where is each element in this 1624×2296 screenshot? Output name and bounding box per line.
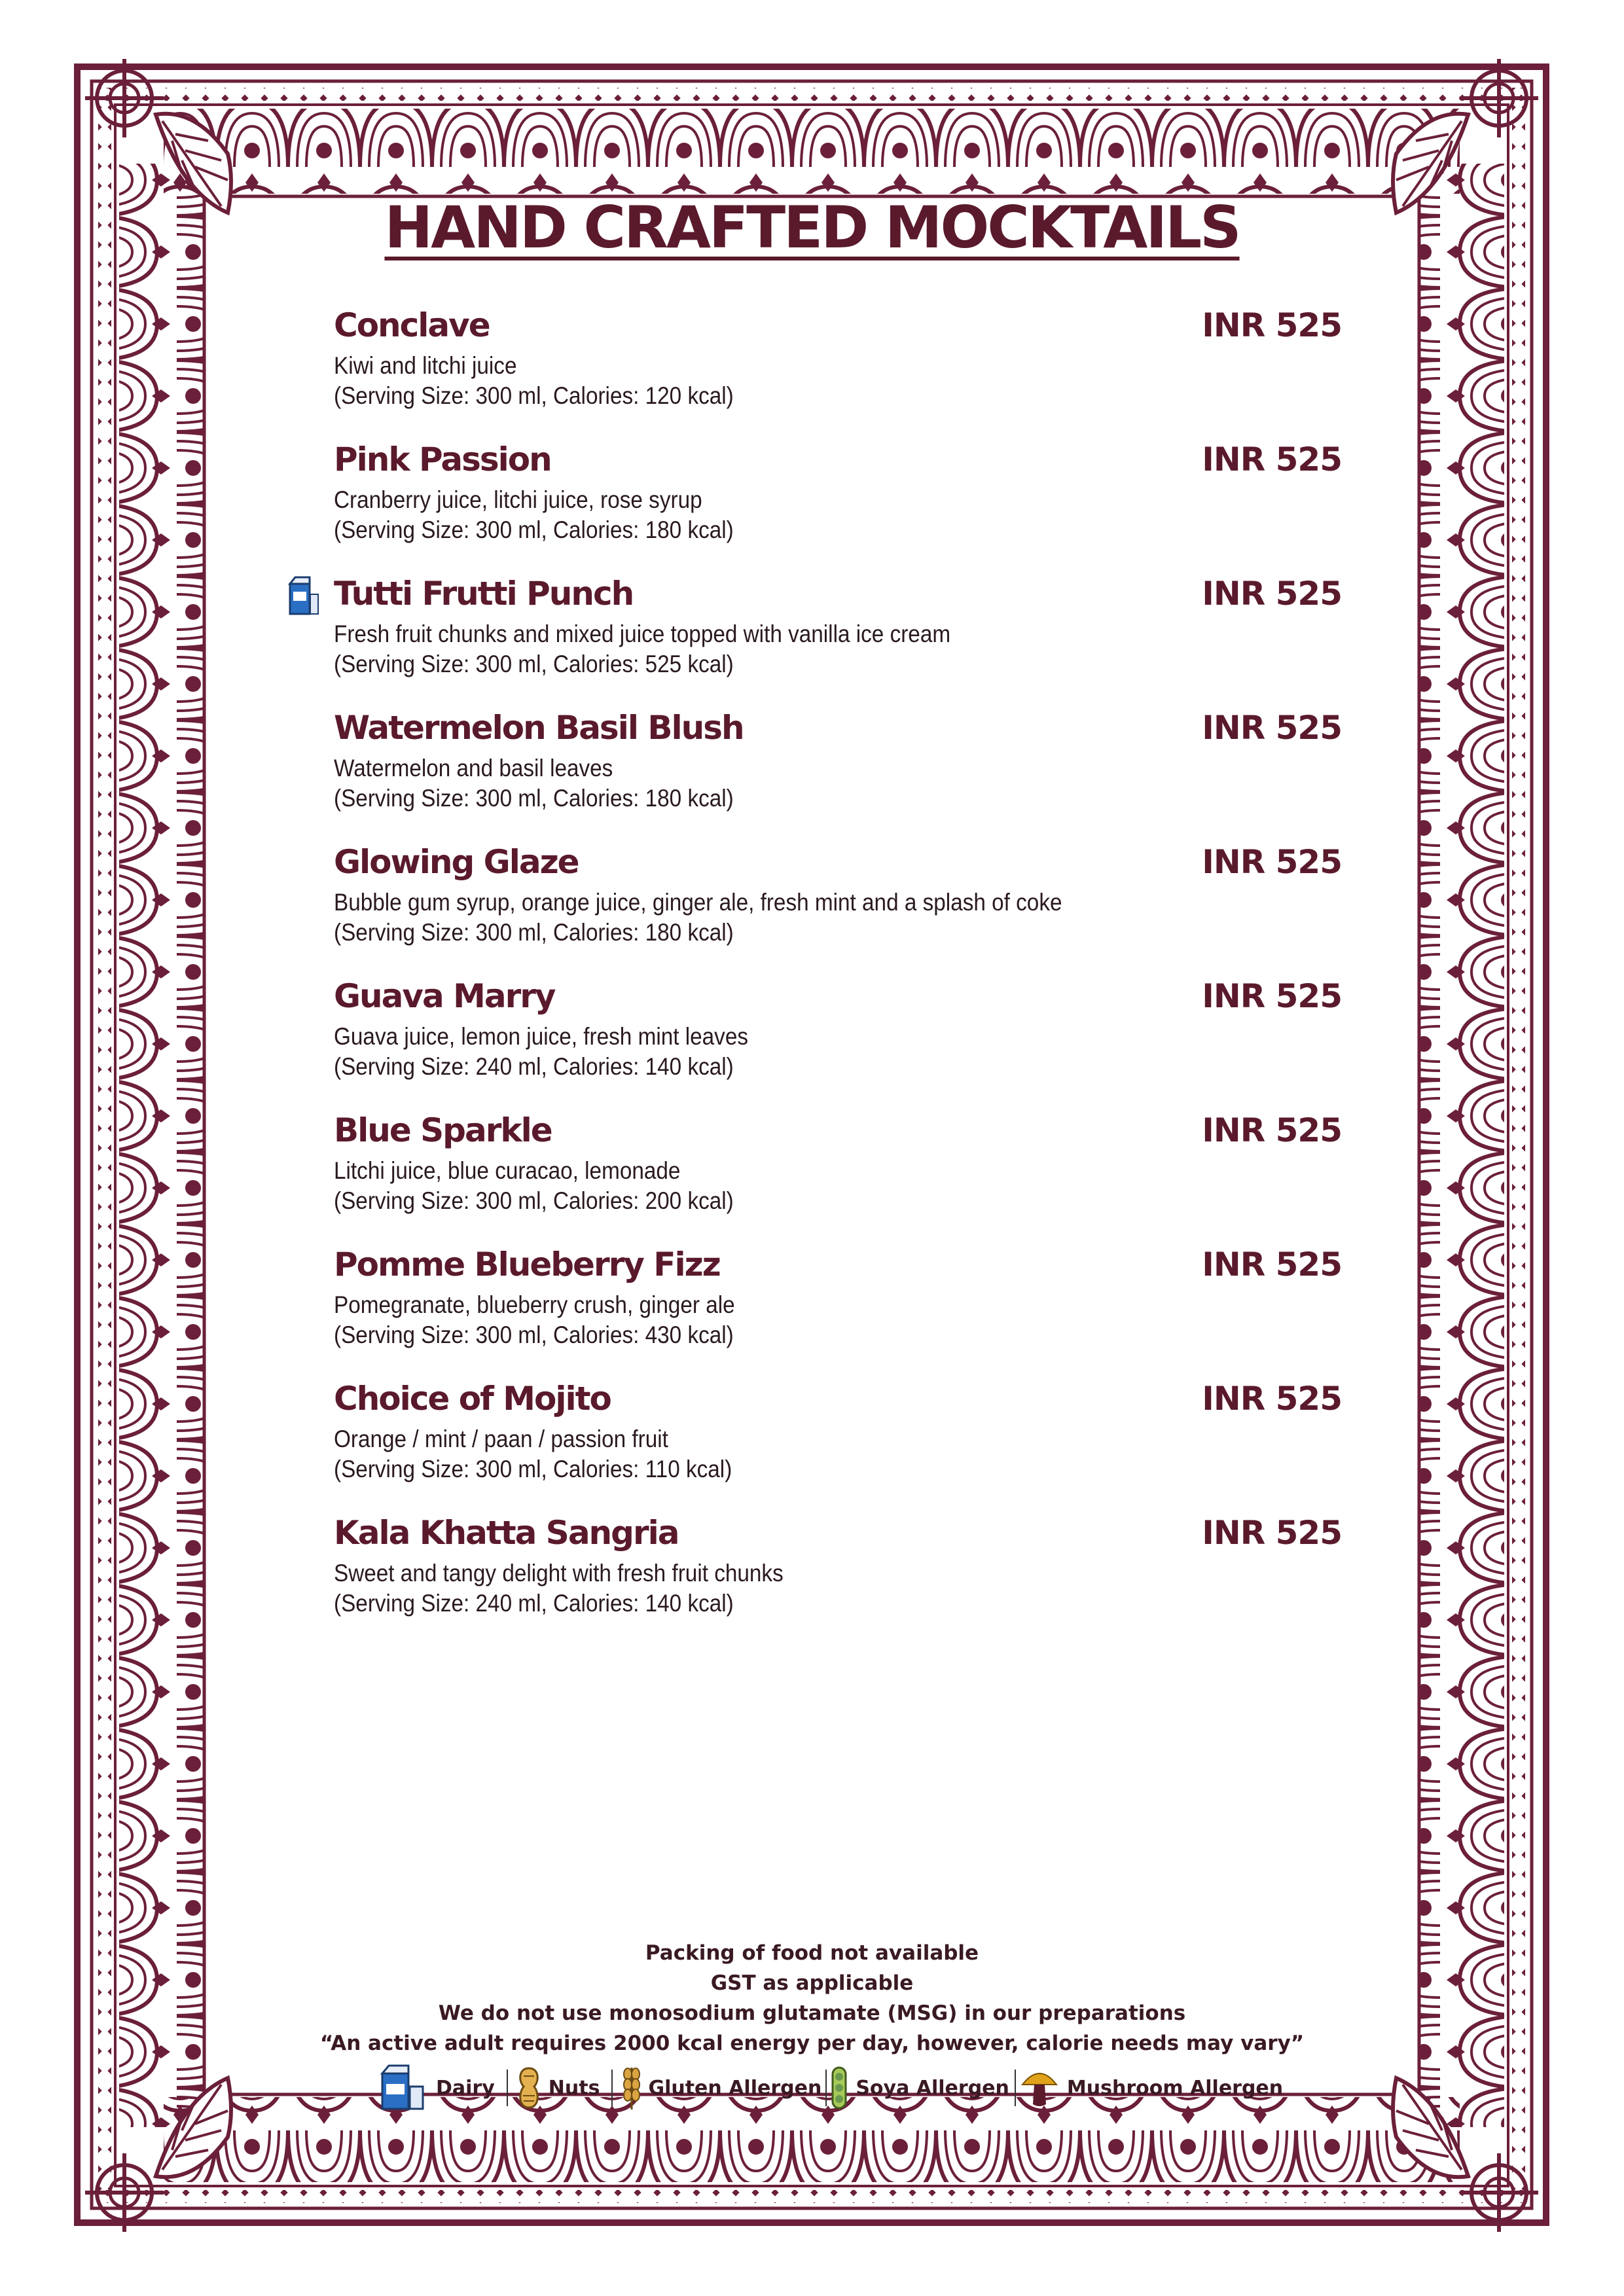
page-title: HAND CRAFTED MOCKTAILS [384, 194, 1240, 261]
item-description: Sweet and tangy delight with fresh fruit chunks [334, 1560, 784, 1587]
legend-label: Mushroom Allergen [1066, 2076, 1284, 2100]
msg-note: We do not use monosodium glutamate (MSG) in our preparations [438, 2001, 1186, 2025]
menu-item [334, 575, 1342, 709]
item-serving: (Serving Size: 300 ml, Calories: 525 kcal) [334, 651, 734, 677]
item-name: Glowing Glaze [334, 843, 579, 881]
item-name: Pink Passion [334, 440, 551, 478]
item-price: INR 525 [1202, 575, 1342, 613]
item-description: Pomegranate, blueberry crush, ginger ale [334, 1291, 735, 1318]
legend-label: Nuts [548, 2076, 600, 2100]
item-name: Guava Marry [334, 977, 555, 1015]
menu-item [334, 1111, 1342, 1246]
item-price: INR 525 [1202, 1380, 1342, 1418]
item-name: Tutti Frutti Punch [334, 575, 634, 613]
calorie-note: “An active adult requires 2000 kcal energy per day, however, calorie needs may vary” [319, 2032, 1305, 2055]
item-serving: (Serving Size: 300 ml, Calories: 180 kcal) [334, 785, 734, 812]
item-name: Conclave [334, 306, 490, 344]
item-description: Litchi juice, blue curacao, lemonade [334, 1157, 681, 1184]
item-price: INR 525 [1202, 1111, 1342, 1149]
menu-item [334, 709, 1342, 843]
item-name: Pomme Blueberry Fizz [334, 1246, 720, 1283]
legend-dairy [380, 2064, 495, 2111]
item-description: Bubble gum syrup, orange juice, ginger ale, fresh mint and a splash of coke [334, 889, 1062, 916]
item-description: Orange / mint / paan / passion fruit [334, 1426, 668, 1452]
dairy-icon [380, 2064, 425, 2111]
menu-item [334, 977, 1342, 1111]
legend-label: Soya Allergen [856, 2076, 1009, 2100]
item-serving: (Serving Size: 300 ml, Calories: 180 kcal) [334, 919, 734, 946]
allergen-legend [380, 2062, 1283, 2114]
item-name: Watermelon Basil Blush [334, 709, 744, 747]
item-description: Fresh fruit chunks and mixed juice topped with vanilla ice cream [334, 620, 951, 647]
item-name: Blue Sparkle [334, 1111, 552, 1149]
legend-label: Gluten Allergen [648, 2076, 822, 2100]
item-price: INR 525 [1202, 440, 1342, 478]
item-description: Watermelon and basil leaves [334, 755, 613, 781]
item-price: INR 525 [1202, 843, 1342, 881]
soy-icon [831, 2066, 848, 2109]
item-description: Guava juice, lemon juice, fresh mint leaves [334, 1023, 748, 1050]
item-name: Choice of Mojito [334, 1380, 611, 1418]
item-price: INR 525 [1202, 1514, 1342, 1552]
item-serving: (Serving Size: 300 ml, Calories: 430 kcal) [334, 1321, 734, 1348]
packing-note: Packing of food not available [645, 1941, 979, 1965]
legend-soya [831, 2066, 1009, 2109]
item-serving: (Serving Size: 300 ml, Calories: 110 kcal) [334, 1456, 732, 1482]
legend-label: Dairy [436, 2076, 495, 2100]
wheat-icon [622, 2065, 641, 2111]
item-name: Kala Khatta Sangria [334, 1514, 679, 1552]
menu-list [334, 306, 1342, 1648]
item-price: INR 525 [1202, 977, 1342, 1015]
item-price: INR 525 [1202, 306, 1342, 344]
mushroom-icon [1021, 2068, 1058, 2108]
menu-item [334, 1246, 1342, 1380]
item-serving: (Serving Size: 300 ml, Calories: 180 kcal) [334, 516, 734, 543]
item-serving: (Serving Size: 300 ml, Calories: 200 kcal) [334, 1187, 734, 1214]
legend-gluten [622, 2065, 821, 2111]
gst-note: GST as applicable [710, 1971, 914, 1995]
legend-mushroom [1021, 2068, 1283, 2108]
item-price: INR 525 [1202, 709, 1342, 747]
item-description: Cranberry juice, litchi juice, rose syrup [334, 486, 702, 513]
menu-item [334, 306, 1342, 440]
peanut-icon [517, 2067, 541, 2109]
legend-nuts [517, 2067, 600, 2109]
menu-item [334, 843, 1342, 977]
menu-item [334, 1380, 1342, 1514]
item-description: Kiwi and litchi juice [334, 352, 517, 379]
dairy-icon [288, 576, 319, 615]
item-serving: (Serving Size: 240 ml, Calories: 140 kcal) [334, 1053, 734, 1080]
menu-item [334, 1514, 1342, 1648]
menu-item [334, 440, 1342, 575]
item-price: INR 525 [1202, 1246, 1342, 1283]
item-serving: (Serving Size: 240 ml, Calories: 140 kcal) [334, 1590, 734, 1617]
item-serving: (Serving Size: 300 ml, Calories: 120 kcal) [334, 382, 734, 409]
